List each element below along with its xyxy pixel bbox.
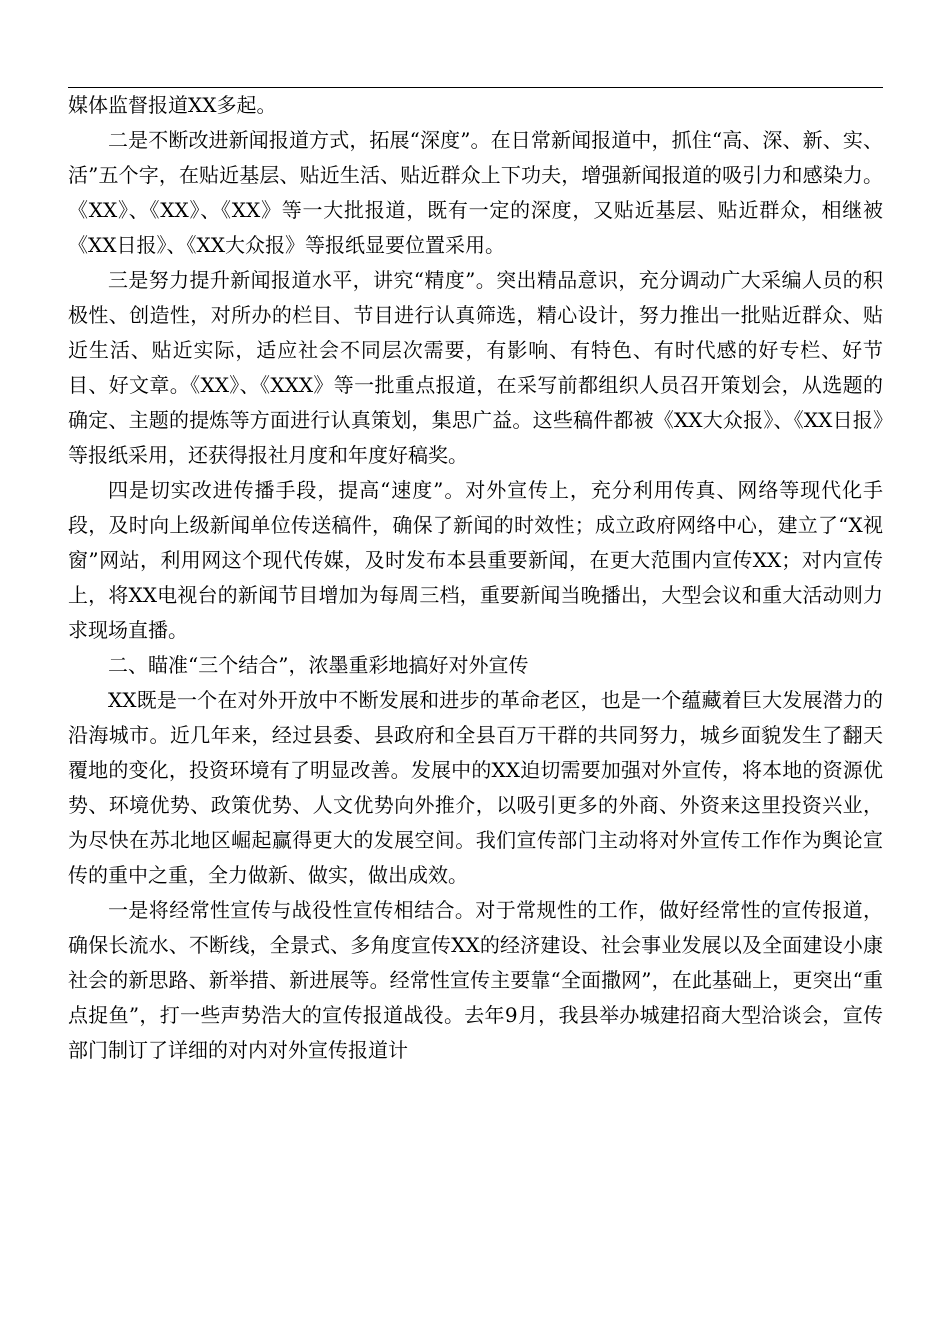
document-body bbox=[68, 88, 883, 1068]
paragraph-continued: 媒体监督报道XX多起。 bbox=[68, 93, 277, 117]
paragraph-combination-one: 一是将经常性宣传与战役性宣传相结合。对于常规性的工作，做好经常性的宣传报道，确保长流水、不断线，全景式、多角度宣传XX的经济建设、社会事业发展以及全面建设小康社会的新思路、新举措、新进展等。经常性宣传主要靠“全面撒网”，在此基础上，更突出“重点捉鱼”，打一些声势浩大的宣传报道战役。去年9月，我县举办城建招商大型洽谈会，宣传部门制订了详细的对内对外宣传报道计 bbox=[68, 898, 883, 1062]
paragraph-speed: 四是切实改进传播手段，提高“速度”。对外宣传上，充分利用传真、网络等现代化手段，及时向上级新闻单位传送稿件，确保了新闻的时效性；成立政府网络中心，建立了“X视窗”网站，利用网这个现代传媒，及时发布本县重要新闻，在更大范围内宣传XX；对内宣传上，将XX电视台的新闻节目增加为每周三档，重要新闻当晚播出，大型会议和重大活动则力求现场直播。 bbox=[68, 478, 883, 642]
paragraph-precision: 三是努力提升新闻报道水平，讲究“精度”。突出精品意识，充分调动广大采编人员的积极性、创造性，对所办的栏目、节目进行认真筛选，精心设计，努力推出一批贴近群众、贴近生活、贴近实际，适应社会不同层次需要，有影响、有特色、有时代感的好专栏、好节目、好文章。《XX》、《XXX》等一批重点报道，在采写前都组织人员召开策划会，从选题的确定、主题的提炼等方面进行认真策划，集思广益。这些稿件都被《XX大众报》、《XX日报》等报纸采用，还获得报社月度和年度好稿奖。 bbox=[68, 268, 883, 467]
paragraph-external-publicity: XX既是一个在对外开放中不断发展和进步的革命老区，也是一个蕴藏着巨大发展潜力的沿海城市。近几年来，经过县委、县政府和全县百万干群的共同努力，城乡面貌发生了翻天覆地的变化，投资环境有了明显改善。发展中的XX迫切需要加强对外宣传，将本地的资源优势、环境优势、政策优势、人文优势向外推介，以吸引更多的外商、外资来这里投资兴业，为尽快在苏北地区崛起赢得更大的发展空间。我们宣传部门主动将对外宣传工作作为舆论宣传的重中之重，全力做新、做实，做出成效。 bbox=[68, 688, 883, 887]
paragraph-depth: 二是不断改进新闻报道方式，拓展“深度”。在日常新闻报道中，抓住“高、深、新、实、活”五个字，在贴近基层、贴近生活、贴近群众上下功夫，增强新闻报道的吸引力和感染力。《XX》、《XX》、《XX》等一大批报道，既有一定的深度，又贴近基层、贴近群众，相继被《XX日报》、《XX大众报》等报纸显要位置采用。 bbox=[68, 128, 883, 257]
section-heading: 二、瞄准“三个结合”，浓墨重彩地搞好对外宣传 bbox=[108, 653, 529, 677]
